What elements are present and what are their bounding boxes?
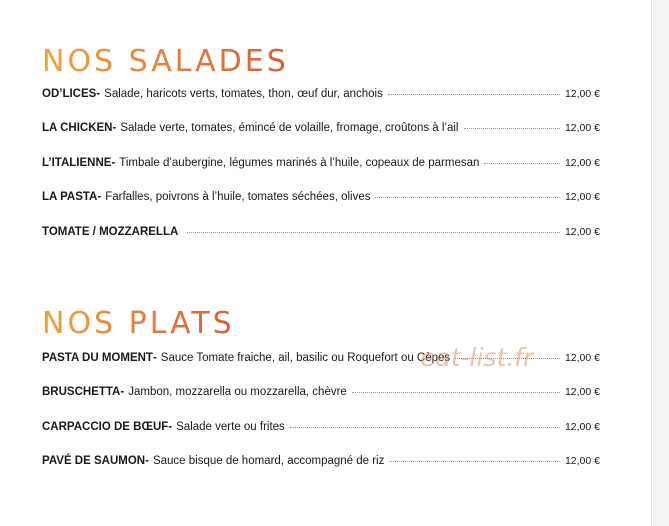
dish-description: Salade verte ou frites	[176, 420, 285, 433]
dot-leader	[388, 94, 560, 95]
dish-name: OD’LICES	[42, 88, 97, 100]
dot-leader	[375, 197, 559, 198]
menu-item	[42, 455, 600, 489]
dish-name: TOMATE / MOZZARELLA	[42, 225, 179, 238]
dish-price: 12,00 €	[564, 122, 600, 135]
plats-list	[42, 352, 600, 490]
dish-separator: -	[120, 386, 125, 399]
dot-leader	[484, 163, 560, 164]
dish-description: Timbale d’aubergine, légumes marinés à l’huile, copeaux de parmesan	[119, 156, 480, 169]
dish-separator: -	[152, 352, 157, 364]
dish-name: PAVÉ DE SAUMON	[42, 455, 146, 468]
dish-price: 12,00 €	[564, 420, 600, 433]
dish-name: PASTA DU MOMENT	[42, 352, 153, 364]
dish-description: Salade verte, tomates, émincé de volaille, fromage, croûtons à l’ail	[120, 122, 459, 135]
page-edge-margin	[652, 0, 669, 526]
section-title-salades: NOS SALADES	[42, 44, 289, 79]
dot-leader	[389, 461, 560, 462]
dish-separator: -	[145, 455, 149, 468]
dish-price: 12,00 €	[564, 88, 600, 100]
dot-leader	[187, 232, 560, 233]
dot-leader	[290, 427, 560, 428]
menu-item	[42, 122, 600, 156]
dish-name: CARPACCIO DE BŒUF	[42, 420, 169, 433]
watermark: eat-list.fr	[420, 343, 534, 372]
dish-price: 12,00 €	[564, 455, 600, 468]
dish-price: 12,00 €	[564, 386, 600, 399]
dish-separator: -	[168, 420, 173, 433]
menu-item	[42, 191, 600, 225]
dish-description: Jambon, mozzarella ou mozzarella, chèvre	[128, 386, 347, 399]
dish-price: 12,00 €	[564, 156, 600, 169]
dot-leader	[464, 128, 560, 129]
dish-price: 12,00 €	[564, 191, 600, 204]
dish-separator: -	[97, 191, 102, 204]
dish-separator: -	[111, 156, 116, 169]
menu-item	[42, 226, 600, 260]
salades-list	[42, 88, 600, 260]
dish-price: 12,00 €	[564, 352, 600, 364]
dish-name: L’ITALIENNE	[42, 156, 112, 169]
dish-price: 12,00 €	[564, 225, 600, 238]
menu-item	[42, 88, 600, 122]
dish-description: Sauce bisque de homard, accompagné de riz	[152, 455, 385, 468]
dish-description: Farfalles, poivrons à l’huile, tomates séchées, olives	[105, 191, 371, 204]
dish-description: Sauce Tomate fraiche, ail, basilic ou Roquefort ou Cèpes	[160, 352, 451, 364]
menu-item	[42, 352, 600, 386]
dish-name: LA CHICKEN	[42, 122, 113, 135]
menu-item	[42, 157, 600, 191]
dish-name: LA PASTA	[42, 191, 98, 204]
dot-leader	[455, 358, 560, 359]
menu-item	[42, 386, 600, 420]
dish-description: Salade, haricots verts, tomates, thon, œuf dur, anchois	[104, 88, 383, 100]
menu-item	[42, 421, 600, 455]
dish-separator: -	[112, 122, 117, 135]
dish-separator: -	[96, 88, 101, 100]
dish-name: BRUSCHETTA	[42, 386, 121, 399]
dot-leader	[352, 392, 560, 393]
section-title-plats: NOS PLATS	[42, 306, 235, 341]
